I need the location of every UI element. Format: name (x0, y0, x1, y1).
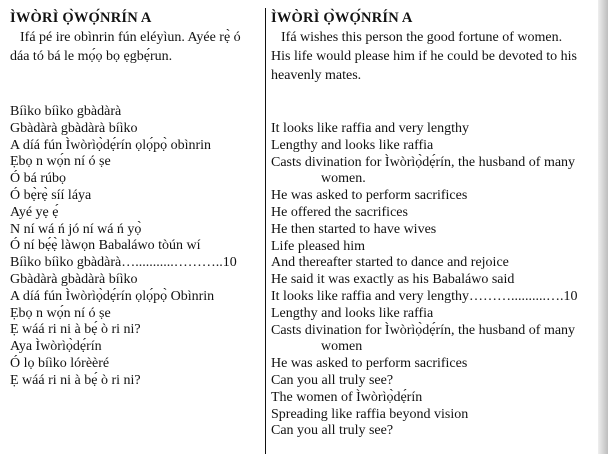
english-verse (271, 121, 578, 440)
verse-line: Bíìko bíìko gbàdàrà (10, 104, 122, 119)
verse-line: He was asked to perform sacrifices (271, 356, 468, 372)
verse-line: N ní wá ń jó ní wá ń yọ̀ (10, 221, 142, 237)
verse-line: Aya Ìwòrìọ̀dẹ́rín (10, 339, 102, 355)
verse-line: Spreading like raffia beyond vision (271, 406, 469, 422)
verse-line: Can you all truly see? (271, 423, 394, 439)
page-edge-shadow (598, 0, 608, 454)
verse-line: It looks like raffia and very lengthy (271, 121, 470, 136)
verse-line: The women of Ìwòrìọ̀dẹ́rín (271, 389, 423, 405)
verse-line: A díá fún Ìwòrìọ̀dẹ́rín ọlọ́pọ̀ obìnrin (10, 137, 212, 153)
column-divider (265, 8, 266, 454)
verse-line: He then started to have wives (271, 221, 437, 237)
verse-line: Ẹ wáá ri ni à bẹ́ ò ri ni? (10, 322, 141, 338)
english-intro: Ifá wishes this person the good fortune of women. His life would please him if he could be devoted to his heavenly mates. (271, 30, 577, 83)
verse-line: Casts divination for Ìwòrìọ̀dẹ́rín, the husband of many (271, 154, 576, 170)
yoruba-verse (10, 104, 237, 390)
verse-line: Casts divination for Ìwòrìọ̀dẹ́rín, the husband of many (271, 322, 576, 338)
verse-line: Ẹbọ n wọ́n ní ó ṣe (10, 154, 111, 170)
verse-line: Lengthy and looks like raffia (271, 305, 434, 321)
verse-line: A díá fún Ìwòrìọ̀dẹ́rín ọlọ́pọ̀ Obìnrin (10, 288, 215, 304)
verse-line: Ẹ wáá ri ni à bẹ́ ò ri ni? (10, 372, 141, 388)
verse-line: Gbàdàrà gbàdàrà bíìko (10, 271, 138, 287)
yoruba-title: ÌWÒRÌ Ọ̀WỌ́NRÍN A (10, 10, 152, 26)
verse-line: And thereafter started to dance and rejoice (271, 255, 509, 271)
verse-line: Bíìko bíìko gbàdàrà…...........………..10 (10, 255, 237, 271)
verse-line: Lengthy and looks like raffia (271, 137, 434, 153)
verse-line: Gbàdàrà gbàdàrà bíìko (10, 120, 138, 136)
verse-line: He was asked to perform sacrifices (271, 188, 468, 204)
verse-line: Can you all truly see? (271, 372, 394, 388)
verse-line: Life pleased him (271, 238, 366, 254)
verse-line: He offered the sacrifices (271, 204, 408, 220)
verse-line: women. (321, 171, 366, 187)
verse-line: He said it was exactly as his Babaláwo said (271, 272, 515, 288)
verse-line: women (321, 339, 363, 355)
verse-line: Ó lọ bíìko lórèèré (10, 355, 110, 371)
verse-line: It looks like raffia and very lengthy………..........….10 (271, 288, 578, 304)
verse-line: Ó bá rúbọ (10, 171, 66, 187)
verse-line: Ayé yẹ ẹ́ (10, 204, 59, 220)
yoruba-intro: Ifá pé ire obìnrin fún eléyìun. Ayée rẹ̀ ó dáa tó bá le mọ́ọ bọ ẹgbẹ́run. (10, 30, 241, 64)
english-title: ÌWÒRÌ Ọ̀WỌ́NRÍN A (271, 10, 413, 26)
verse-line: Ẹbọ n wọ́n ní ó ṣe (10, 305, 111, 321)
verse-line: Ó bẹ̀rẹ̀ síí láya (10, 187, 92, 203)
verse-line: Ó ní bẹ́ẹ̀ làwọn Babaláwo tòún wí (10, 238, 201, 254)
